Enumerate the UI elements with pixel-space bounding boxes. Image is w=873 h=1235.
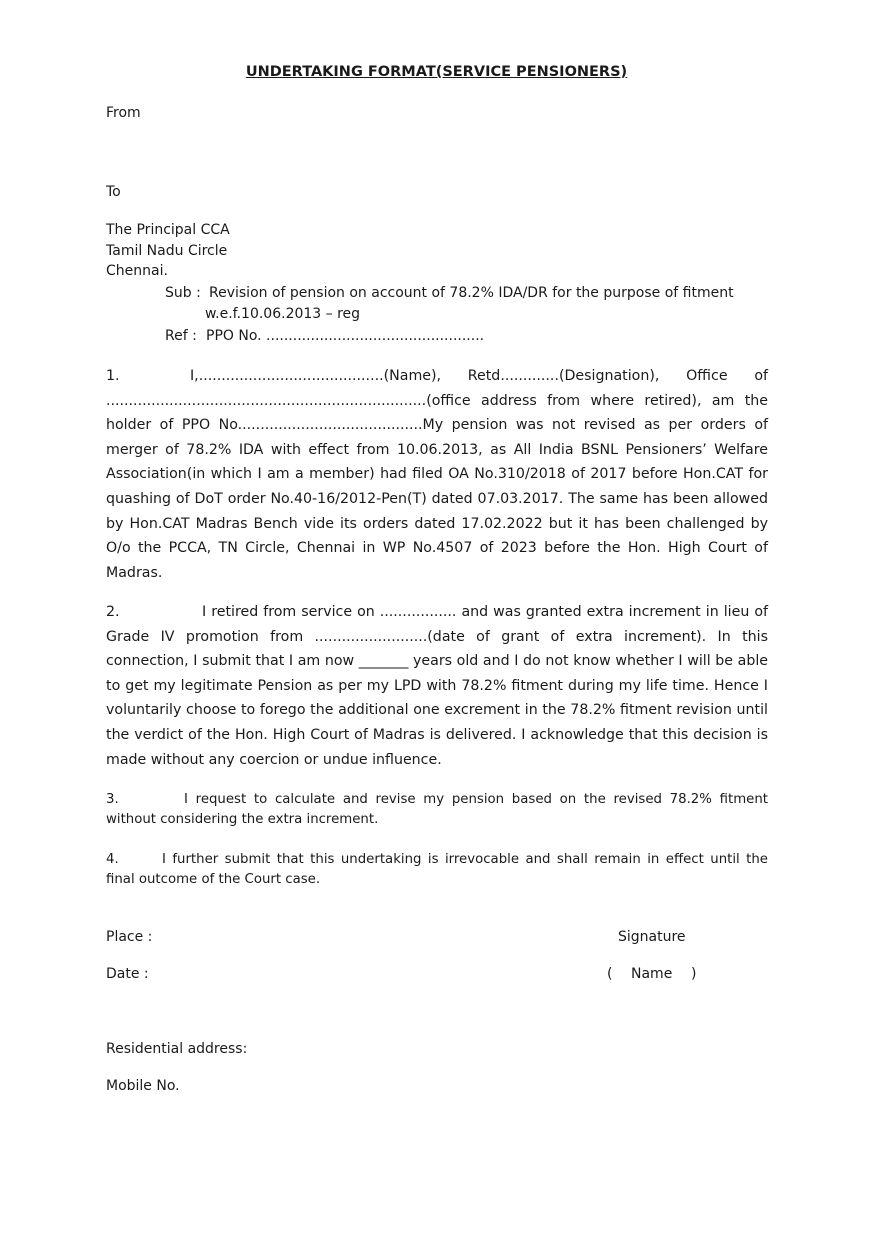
paragraph-text: I further submit that this undertaking is irrevocable and shall remain in effect until the final outcome of the Court case. [106, 852, 768, 887]
reference-label: Ref : [165, 328, 197, 344]
subject-line-2: w.e.f.10.06.2013 – reg [205, 306, 361, 322]
address-line-1: The Principal CCA [106, 222, 230, 238]
subject-label: Sub : [165, 285, 201, 301]
name-open-paren: ( [607, 966, 613, 982]
mobile-label: Mobile No. [106, 1078, 180, 1094]
paragraph-number: 2. [106, 604, 120, 620]
paragraph-3 [106, 790, 768, 830]
page-title: UNDERTAKING FORMAT(SERVICE PENSIONERS) [245, 64, 628, 80]
to-label: To [106, 184, 121, 200]
paragraph-text: I retired from service on ................. and was granted extra increment in lieu of Grade IV promotion from .........................(date of grant of extra increment). In this connection, I submit that I am now _______ years old and I do not know whether I will be able to get my legitimate Pension as per my LPD with 78.2% fitment during my life time. Hence I voluntarily choose to forego the additional one excrement in the 78.2% fitment revision until the verdict of the Hon. High Court of Madras is delivered. I acknowledge that this decision is made without any coercion or undue influence. [106, 604, 768, 768]
address-line-3: Chennai. [106, 263, 168, 279]
paragraph-number: 3. [106, 792, 119, 807]
name-close-paren: ) [691, 966, 697, 982]
paragraph-number: 4. [106, 852, 119, 867]
paragraph-number: 1. [106, 368, 120, 384]
address-line-2: Tamil Nadu Circle [106, 243, 228, 259]
paragraph-4 [106, 850, 768, 890]
date-label: Date : [106, 966, 149, 982]
place-label: Place : [106, 929, 153, 945]
from-label: From [106, 105, 141, 121]
residential-address-label: Residential address: [106, 1041, 248, 1057]
paragraph-2 [106, 600, 768, 772]
signature-label: Signature [618, 929, 686, 945]
reference-text: PPO No. ................................................. [206, 328, 485, 344]
paragraph-text: I,.........................................(Name), Retd.............(Designation), Office of .......................................................................(office address from where retired), am the holder of PPO No.........................................My pension was not revised as per orders of merger of 78.2% IDA with effect from 10.06.2013, as All India BSNL Pensioners’ Welfare Association(in which I am a member) had filed OA No.310/2018 of 2017 before Hon.CAT for quashing of DoT order No.40-16/2012-Pen(T) dated 07.03.2017. The same has been allowed by Hon.CAT Madras Bench vide its orders dated 17.02.2022 but it has been challenged by O/o the PCCA, TN Circle, Chennai in WP No.4507 of 2023 before the Hon. High Court of Madras. [106, 368, 768, 581]
paragraph-text: I request to calculate and revise my pension based on the revised 78.2% fitment without considering the extra increment. [106, 792, 768, 827]
paragraph-1 [106, 364, 768, 585]
subject-line-1: Revision of pension on account of 78.2% IDA/DR for the purpose of fitment [209, 285, 734, 301]
name-label: Name [631, 966, 673, 982]
